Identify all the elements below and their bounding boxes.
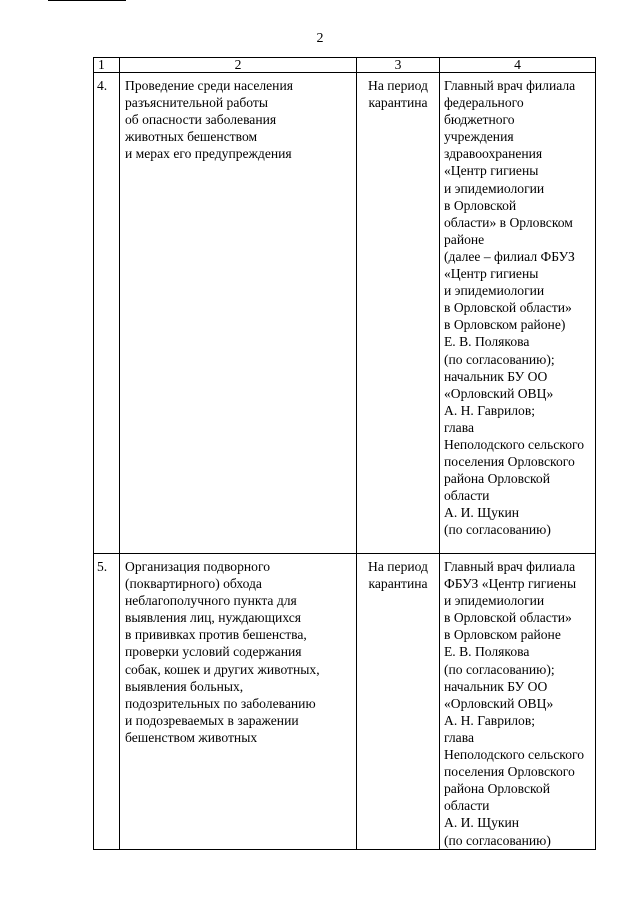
- text-line: федерального: [444, 95, 524, 111]
- column-number-2: 2: [120, 58, 357, 73]
- text-line: учреждения: [444, 129, 514, 145]
- table-header-row: [94, 58, 596, 73]
- text-line: Неполодского сельского: [444, 747, 585, 763]
- table-row: [94, 73, 596, 554]
- text-line: ФБУЗ «Центр гигиены: [444, 576, 577, 592]
- column-number-3: 3: [357, 58, 440, 73]
- text-line: Главный врач филиала: [444, 559, 576, 574]
- text-line: (по согласованию);: [444, 661, 555, 677]
- text-line: района Орловской: [444, 471, 550, 487]
- page-number: 2: [316, 31, 324, 46]
- text-line: глава: [444, 729, 474, 745]
- text-line: области: [444, 798, 490, 814]
- text-line: проверки условий содержания: [125, 644, 302, 660]
- column-number-4: 4: [440, 58, 596, 73]
- row-index: 4.: [94, 73, 120, 554]
- text-line: А. И. Щукин: [444, 815, 520, 831]
- text-line: А. И. Щукин: [444, 505, 520, 521]
- text-line: (по согласованию): [444, 832, 551, 848]
- text-line: «Орловский ОВЦ»: [444, 385, 554, 401]
- text-line: собак, кошек и других животных,: [125, 661, 320, 677]
- row-responsible: [440, 554, 596, 850]
- text-line: поселения Орловского: [444, 764, 575, 780]
- text-line: и мерах его предупреждения: [125, 146, 292, 162]
- row-period: [357, 73, 440, 554]
- text-line: Организация подворного: [125, 559, 270, 574]
- text-line: неблагополучного пункта для: [125, 593, 297, 609]
- text-line: в Орловском районе: [444, 627, 561, 643]
- text-line: в Орловском районе): [444, 317, 566, 333]
- text-line: «Центр гигиены: [444, 266, 539, 282]
- text-line: Е. В. Полякова: [444, 644, 530, 660]
- text-line: начальник БУ ОО: [444, 368, 548, 384]
- row-responsible: [440, 73, 596, 554]
- text-line: и подозреваемых в заражении: [125, 712, 299, 728]
- text-line: На период: [368, 559, 428, 574]
- text-line: выявления лиц, нуждающихся: [125, 610, 302, 626]
- text-line: карантина: [368, 576, 428, 592]
- row-period: [357, 554, 440, 850]
- text-line: Е. В. Полякова: [444, 334, 530, 350]
- text-line: области» в Орловском: [444, 214, 573, 230]
- text-line: об опасности заболевания: [125, 112, 277, 128]
- top-edge-line: [48, 0, 126, 1]
- text-line: карантина: [368, 95, 428, 111]
- text-line: в Орловской области»: [444, 300, 572, 316]
- text-line: района Орловской: [444, 781, 550, 797]
- text-line: А. Н. Гаврилов;: [444, 402, 536, 418]
- row-task: [120, 73, 357, 554]
- column-number-1: 1: [94, 58, 120, 73]
- row-index: 5.: [94, 554, 120, 850]
- text-line: Проведение среди населения: [125, 78, 293, 93]
- text-line: бюджетного: [444, 112, 515, 128]
- text-line: животных бешенством: [125, 129, 258, 145]
- measures-table: [93, 57, 596, 850]
- text-line: (по согласованию): [444, 522, 551, 538]
- text-line: (далее – филиал ФБУЗ: [444, 248, 575, 264]
- text-line: и эпидемиологии: [444, 283, 545, 299]
- text-line: На период: [368, 78, 428, 93]
- text-line: «Центр гигиены: [444, 163, 539, 179]
- text-line: Главный врач филиала: [444, 78, 576, 93]
- text-line: Неполодского сельского: [444, 436, 585, 452]
- text-line: А. Н. Гаврилов;: [444, 712, 536, 728]
- text-line: (поквартирного) обхода: [125, 576, 262, 592]
- text-line: поселения Орловского: [444, 454, 575, 470]
- text-line: разъяснительной работы: [125, 95, 268, 111]
- row-task: [120, 554, 357, 850]
- text-line: и эпидемиологии: [444, 180, 545, 196]
- text-line: в Орловской: [444, 197, 517, 213]
- text-line: «Орловский ОВЦ»: [444, 695, 554, 711]
- text-line: в прививках против бешенства,: [125, 627, 307, 643]
- text-line: подозрительных по заболеванию: [125, 695, 316, 711]
- text-line: здравоохранения: [444, 146, 543, 162]
- text-line: (по согласованию);: [444, 351, 555, 367]
- text-line: области: [444, 488, 490, 504]
- text-line: и эпидемиологии: [444, 593, 545, 609]
- text-line: глава: [444, 419, 474, 435]
- table-row: [94, 554, 596, 850]
- text-line: в Орловской области»: [444, 610, 572, 626]
- text-line: районе: [444, 231, 485, 247]
- text-line: начальник БУ ОО: [444, 678, 548, 694]
- text-line: бешенством животных: [125, 729, 258, 745]
- text-line: выявления больных,: [125, 678, 244, 694]
